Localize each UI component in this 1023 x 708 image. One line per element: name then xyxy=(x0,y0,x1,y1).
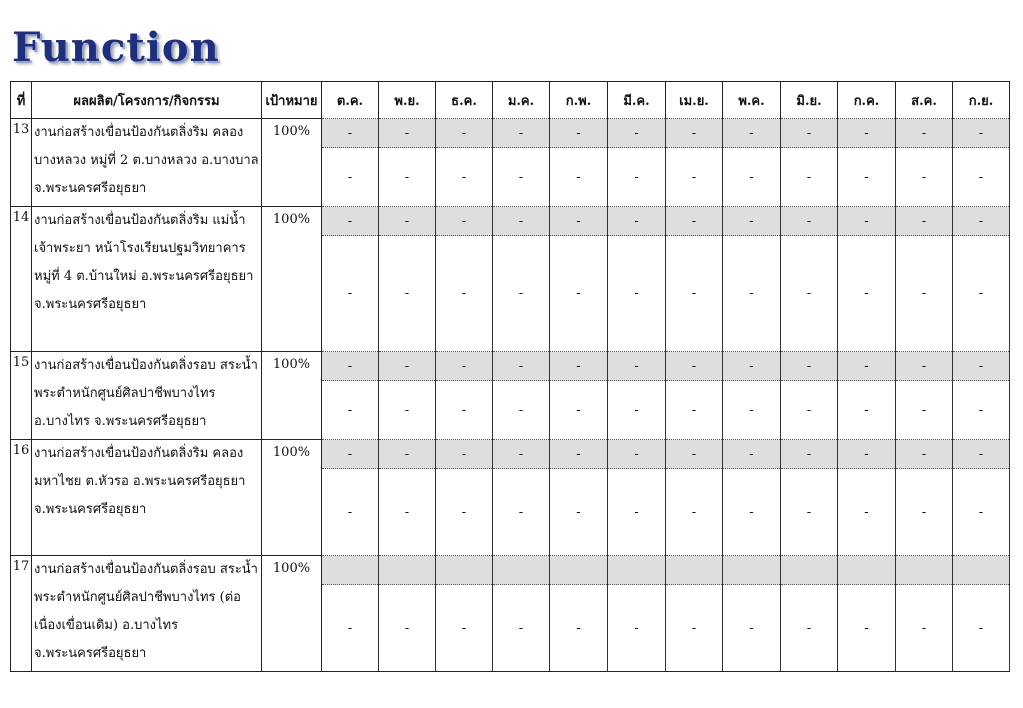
actual-cell-month-oct: - xyxy=(322,236,379,352)
actual-cell-month-sep: - xyxy=(953,148,1010,207)
actual-cell-month-feb: - xyxy=(550,381,608,440)
plan-cell-month-mar: - xyxy=(608,352,666,381)
actual-cell-month-jan: - xyxy=(493,469,550,556)
plan-cell-month-may: - xyxy=(723,207,781,236)
plan-cell-month-jul: - xyxy=(838,440,896,469)
actual-cell-month-nov: - xyxy=(379,585,436,672)
plan-cell-month-jun: - xyxy=(781,119,838,148)
actual-cell-month-dec: - xyxy=(436,381,493,440)
plan-cell-month-aug: - xyxy=(896,440,953,469)
plan-cell-month-mar: - xyxy=(608,119,666,148)
actual-cell-month-oct: - xyxy=(322,148,379,207)
actual-cell-month-jul: - xyxy=(838,148,896,207)
actual-cell-month-aug: - xyxy=(896,381,953,440)
actual-cell-month-sep: - xyxy=(953,469,1010,556)
plan-cell-month-jul: - xyxy=(838,119,896,148)
plan-cell-month-sep xyxy=(953,556,1010,585)
plan-cell-month-may xyxy=(723,556,781,585)
actual-cell-month-may: - xyxy=(723,585,781,672)
header-month-sep: ก.ย. xyxy=(953,82,1010,119)
actual-cell-month-dec: - xyxy=(436,148,493,207)
actual-cell-month-jan: - xyxy=(493,381,550,440)
plan-cell-month-feb xyxy=(550,556,608,585)
plan-cell-month-jul: - xyxy=(838,207,896,236)
actual-cell-month-dec: - xyxy=(436,236,493,352)
header-no: ที่ xyxy=(11,82,32,119)
plan-cell-month-nov: - xyxy=(379,119,436,148)
plan-cell-month-jul xyxy=(838,556,896,585)
plan-cell-month-jan: - xyxy=(493,207,550,236)
target-value: 100% xyxy=(262,119,322,207)
plan-cell-month-apr: - xyxy=(666,119,723,148)
plan-cell-month-dec: - xyxy=(436,119,493,148)
actual-cell-month-jun: - xyxy=(781,469,838,556)
plan-cell-month-feb: - xyxy=(550,440,608,469)
actual-cell-month-apr: - xyxy=(666,236,723,352)
header-month-mar: มี.ค. xyxy=(608,82,666,119)
actual-cell-month-jun: - xyxy=(781,148,838,207)
row-number: 17 xyxy=(11,556,32,672)
plan-cell-month-jun: - xyxy=(781,352,838,381)
plan-cell-month-sep: - xyxy=(953,119,1010,148)
plan-cell-month-jun: - xyxy=(781,207,838,236)
table-row xyxy=(11,440,1010,469)
header-row xyxy=(11,82,1010,119)
row-number: 16 xyxy=(11,440,32,556)
target-value: 100% xyxy=(262,556,322,672)
plan-cell-month-sep: - xyxy=(953,207,1010,236)
actual-cell-month-jan: - xyxy=(493,236,550,352)
row-number: 15 xyxy=(11,352,32,440)
actual-cell-month-nov: - xyxy=(379,381,436,440)
table-row xyxy=(11,556,1010,585)
actual-cell-month-nov: - xyxy=(379,469,436,556)
plan-cell-month-sep: - xyxy=(953,440,1010,469)
header-month-aug: ส.ค. xyxy=(896,82,953,119)
plan-cell-month-aug xyxy=(896,556,953,585)
project-name: งานก่อสร้างเขื่อนป้องกันตลิ่งรอบ สระน้ำพระตำหนักศูนย์ศิลปาชีพบางไทร (ต่อเนื่องเขื่อนเดิม) อ.บางไทร จ.พระนครศรีอยุธยา xyxy=(32,556,262,672)
plan-cell-month-oct: - xyxy=(322,440,379,469)
plan-cell-month-may: - xyxy=(723,119,781,148)
table-row xyxy=(11,352,1010,381)
header-month-dec: ธ.ค. xyxy=(436,82,493,119)
actual-cell-month-mar: - xyxy=(608,148,666,207)
actual-cell-month-nov: - xyxy=(379,236,436,352)
plan-cell-month-may: - xyxy=(723,352,781,381)
plan-cell-month-aug: - xyxy=(896,207,953,236)
plan-cell-month-oct: - xyxy=(322,352,379,381)
table-row xyxy=(11,207,1010,236)
page-title: Function xyxy=(12,24,220,71)
plan-cell-month-nov xyxy=(379,556,436,585)
actual-cell-month-may: - xyxy=(723,148,781,207)
project-name: งานก่อสร้างเขื่อนป้องกันตลิ่งริม แม่น้ำเจ้าพระยา หน้าโรงเรียนปฐมวิทยาคาร หมู่ที่ 4 ต.บ้านใหม่ อ.พระนครศรีอยุธยา จ.พระนครศรีอยุธยา xyxy=(32,207,262,352)
plan-cell-month-aug: - xyxy=(896,119,953,148)
plan-cell-month-may: - xyxy=(723,440,781,469)
plan-cell-month-feb: - xyxy=(550,119,608,148)
plan-cell-month-nov: - xyxy=(379,352,436,381)
actual-cell-month-apr: - xyxy=(666,381,723,440)
target-value: 100% xyxy=(262,352,322,440)
table-row xyxy=(11,119,1010,148)
header-month-may: พ.ค. xyxy=(723,82,781,119)
actual-cell-month-sep: - xyxy=(953,381,1010,440)
plan-cell-month-feb: - xyxy=(550,352,608,381)
plan-cell-month-oct xyxy=(322,556,379,585)
actual-cell-month-apr: - xyxy=(666,148,723,207)
header-target: เป้าหมาย xyxy=(262,82,322,119)
actual-cell-month-apr: - xyxy=(666,469,723,556)
actual-cell-month-nov: - xyxy=(379,148,436,207)
actual-cell-month-jul: - xyxy=(838,381,896,440)
plan-cell-month-jan: - xyxy=(493,440,550,469)
header-project: ผลผลิต/โครงการ/กิจกรรม xyxy=(32,82,262,119)
actual-cell-month-aug: - xyxy=(896,236,953,352)
header-month-jun: มิ.ย. xyxy=(781,82,838,119)
actual-cell-month-oct: - xyxy=(322,585,379,672)
actual-cell-month-feb: - xyxy=(550,585,608,672)
row-number: 14 xyxy=(11,207,32,352)
target-value: 100% xyxy=(262,207,322,352)
plan-cell-month-aug: - xyxy=(896,352,953,381)
target-value: 100% xyxy=(262,440,322,556)
actual-cell-month-jun: - xyxy=(781,585,838,672)
plan-cell-month-apr: - xyxy=(666,352,723,381)
actual-cell-month-jun: - xyxy=(781,381,838,440)
plan-cell-month-mar xyxy=(608,556,666,585)
actual-cell-month-dec: - xyxy=(436,585,493,672)
plan-cell-month-dec: - xyxy=(436,207,493,236)
plan-cell-month-apr: - xyxy=(666,207,723,236)
plan-cell-month-oct: - xyxy=(322,119,379,148)
plan-cell-month-jan: - xyxy=(493,352,550,381)
actual-cell-month-mar: - xyxy=(608,469,666,556)
actual-cell-month-sep: - xyxy=(953,236,1010,352)
actual-cell-month-oct: - xyxy=(322,469,379,556)
actual-cell-month-jun: - xyxy=(781,236,838,352)
plan-cell-month-nov: - xyxy=(379,440,436,469)
actual-cell-month-oct: - xyxy=(322,381,379,440)
header-month-jan: ม.ค. xyxy=(493,82,550,119)
plan-cell-month-jun xyxy=(781,556,838,585)
plan-cell-month-mar: - xyxy=(608,207,666,236)
actual-cell-month-jan: - xyxy=(493,585,550,672)
actual-cell-month-aug: - xyxy=(896,148,953,207)
plan-cell-month-jul: - xyxy=(838,352,896,381)
header-month-oct: ต.ค. xyxy=(322,82,379,119)
plan-cell-month-apr: - xyxy=(666,440,723,469)
plan-cell-month-nov: - xyxy=(379,207,436,236)
actual-cell-month-feb: - xyxy=(550,148,608,207)
actual-cell-month-feb: - xyxy=(550,236,608,352)
plan-cell-month-sep: - xyxy=(953,352,1010,381)
actual-cell-month-may: - xyxy=(723,469,781,556)
plan-cell-month-dec: - xyxy=(436,352,493,381)
project-name: งานก่อสร้างเขื่อนป้องกันตลิ่งริม คลองมหาไชย ต.หัวรอ อ.พระนครศรีอยุธยา จ.พระนครศรีอยุธยา xyxy=(32,440,262,556)
row-number: 13 xyxy=(11,119,32,207)
actual-cell-month-jul: - xyxy=(838,585,896,672)
header-month-feb: ก.พ. xyxy=(550,82,608,119)
project-name: งานก่อสร้างเขื่อนป้องกันตลิ่งรอบ สระน้ำพระตำหนักศูนย์ศิลปาชีพบางไทร อ.บางไทร จ.พระนครศรีอยุธยา xyxy=(32,352,262,440)
actual-cell-month-mar: - xyxy=(608,585,666,672)
actual-cell-month-dec: - xyxy=(436,469,493,556)
actual-cell-month-may: - xyxy=(723,236,781,352)
actual-cell-month-apr: - xyxy=(666,585,723,672)
actual-cell-month-may: - xyxy=(723,381,781,440)
actual-cell-month-aug: - xyxy=(896,469,953,556)
plan-cell-month-dec: - xyxy=(436,440,493,469)
actual-cell-month-feb: - xyxy=(550,469,608,556)
plan-cell-month-oct: - xyxy=(322,207,379,236)
actual-cell-month-jul: - xyxy=(838,469,896,556)
schedule-table xyxy=(10,81,1010,672)
plan-cell-month-jan xyxy=(493,556,550,585)
plan-cell-month-jun: - xyxy=(781,440,838,469)
plan-cell-month-jan: - xyxy=(493,119,550,148)
actual-cell-month-mar: - xyxy=(608,236,666,352)
header-month-jul: ก.ค. xyxy=(838,82,896,119)
actual-cell-month-aug: - xyxy=(896,585,953,672)
header-month-apr: เม.ย. xyxy=(666,82,723,119)
plan-cell-month-mar: - xyxy=(608,440,666,469)
actual-cell-month-sep: - xyxy=(953,585,1010,672)
actual-cell-month-jul: - xyxy=(838,236,896,352)
plan-cell-month-apr xyxy=(666,556,723,585)
plan-cell-month-dec xyxy=(436,556,493,585)
project-name: งานก่อสร้างเขื่อนป้องกันตลิ่งริม คลองบางหลวง หมู่ที่ 2 ต.บางหลวง อ.บางบาล จ.พระนครศรีอยุธยา xyxy=(32,119,262,207)
plan-cell-month-feb: - xyxy=(550,207,608,236)
actual-cell-month-jan: - xyxy=(493,148,550,207)
actual-cell-month-mar: - xyxy=(608,381,666,440)
header-month-nov: พ.ย. xyxy=(379,82,436,119)
